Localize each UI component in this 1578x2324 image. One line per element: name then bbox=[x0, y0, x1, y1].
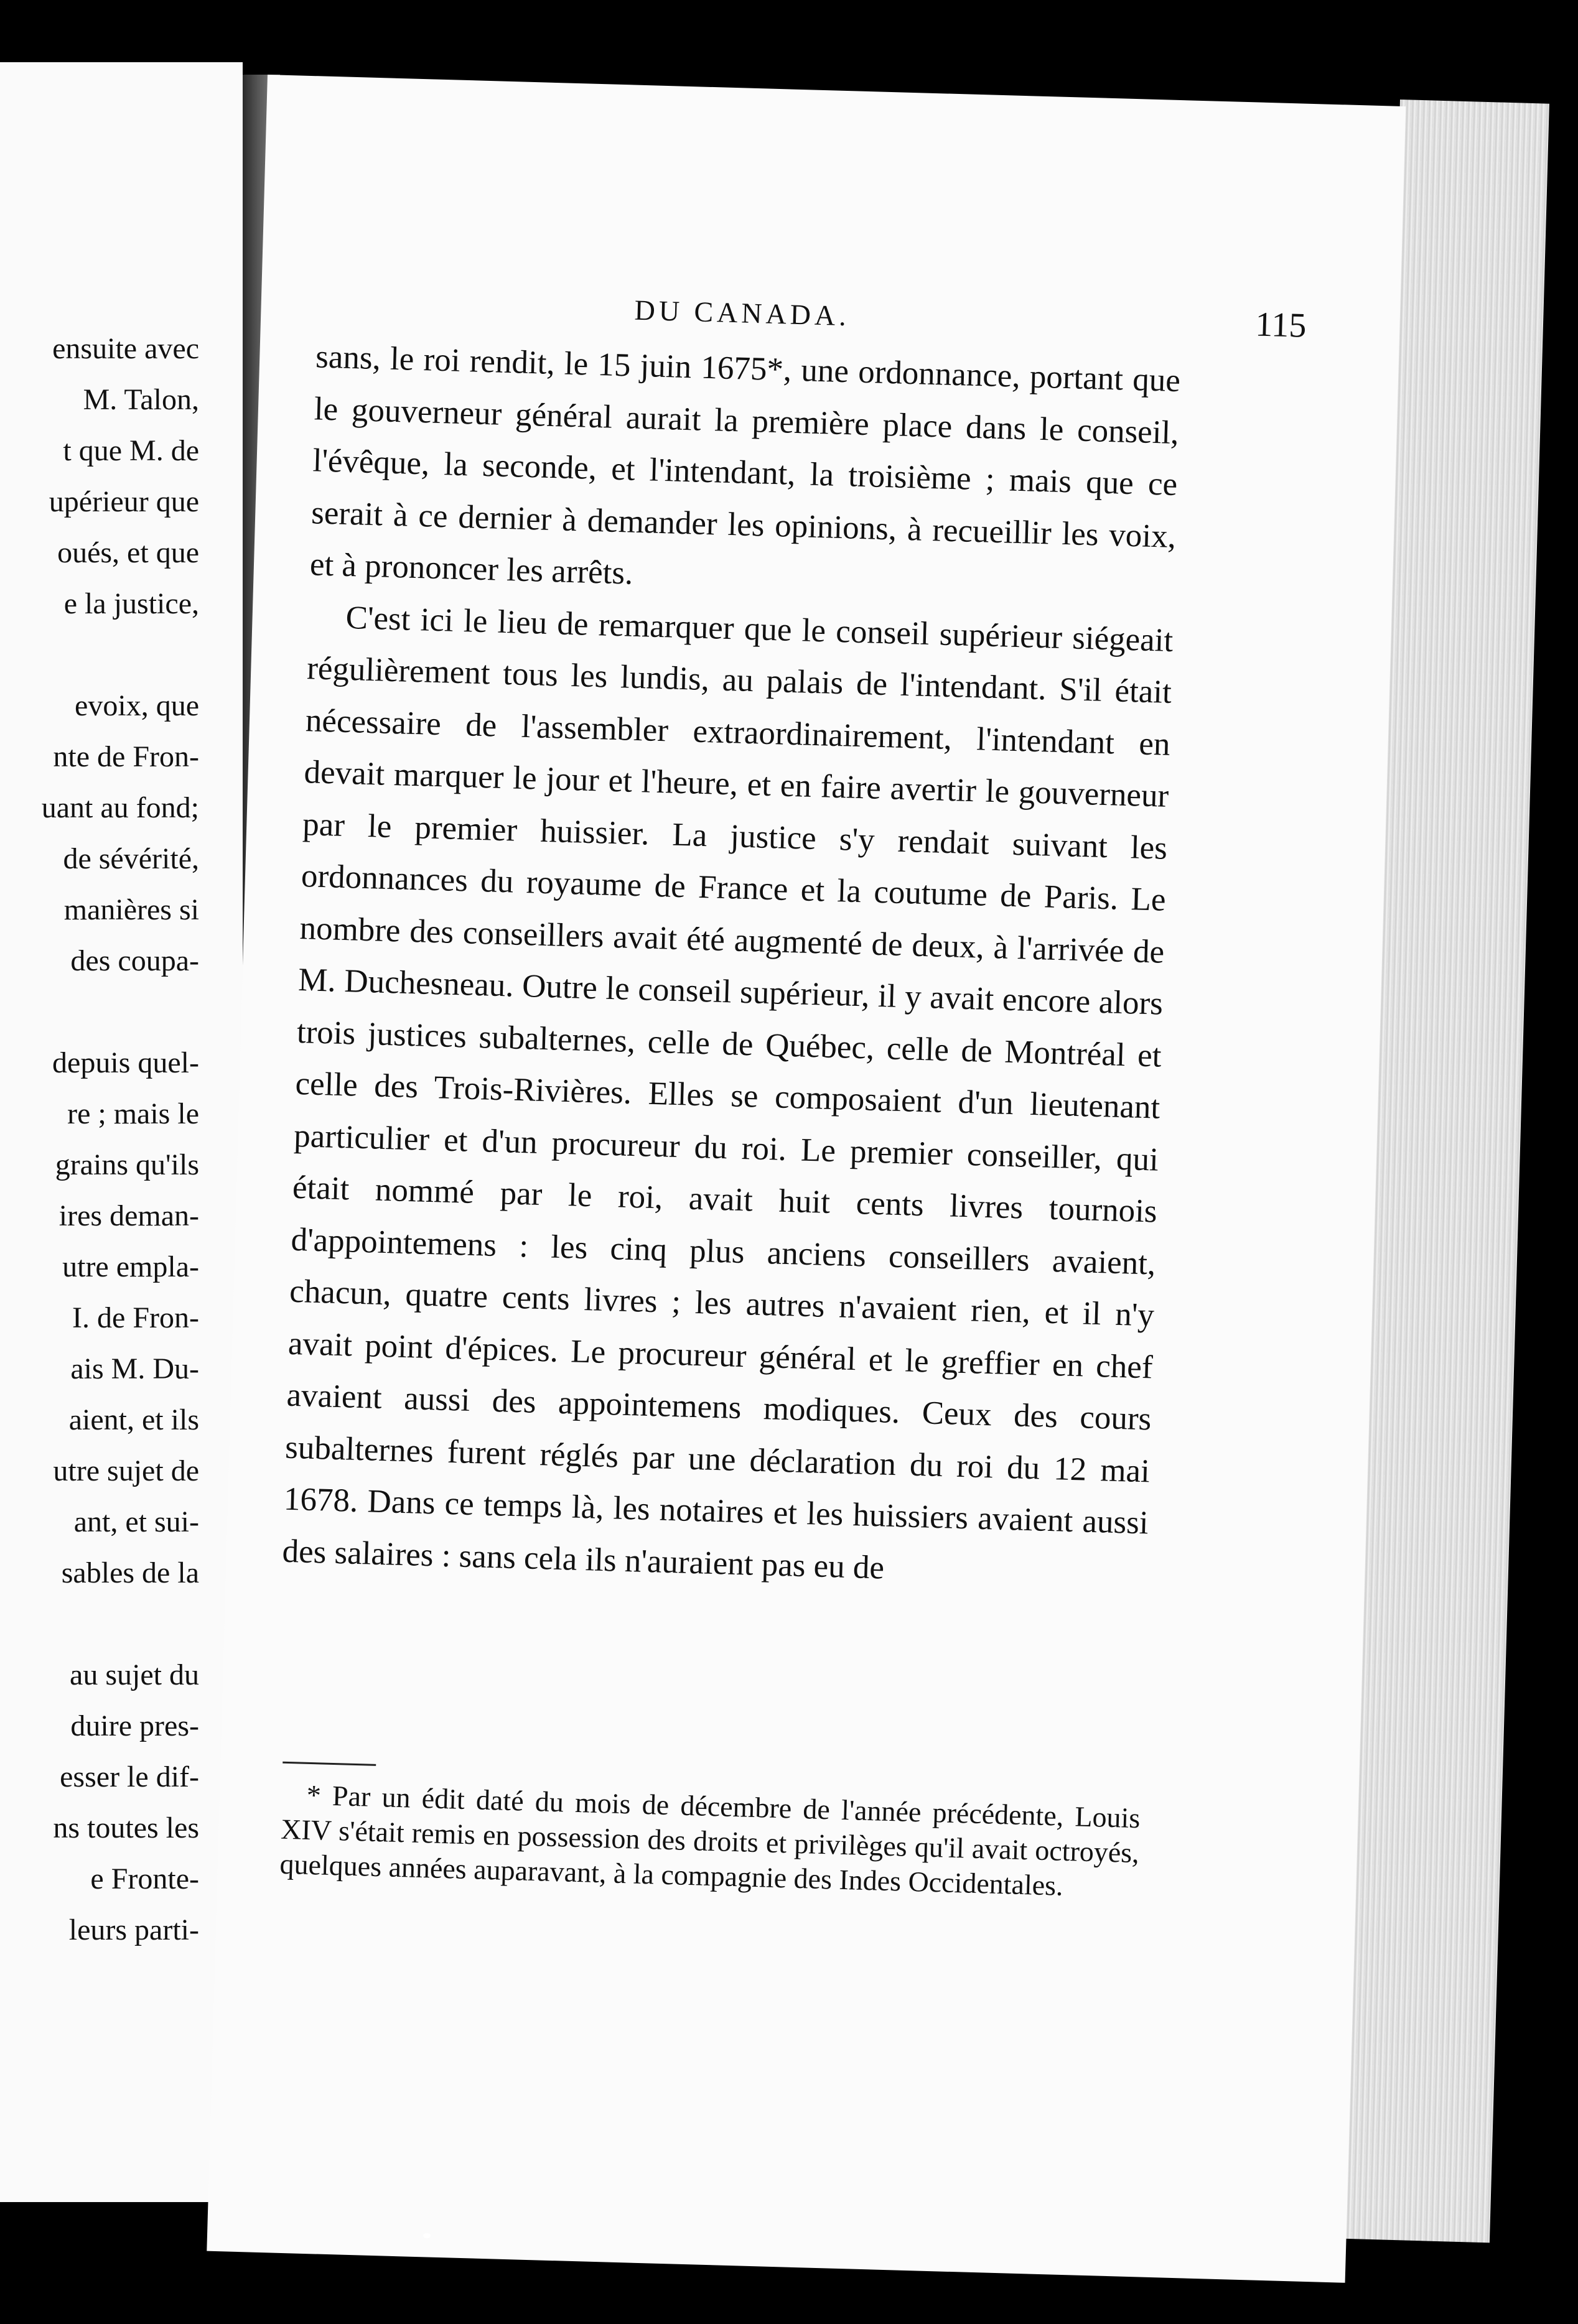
running-head: DU CANADA. bbox=[633, 294, 851, 332]
left-page-line: au sujet du bbox=[70, 1658, 199, 1691]
left-page-line: duire pres- bbox=[70, 1709, 199, 1742]
left-page-line: I. de Fron- bbox=[72, 1301, 199, 1334]
left-page-line: ires deman- bbox=[58, 1199, 199, 1232]
left-page-line: sables de la bbox=[61, 1556, 199, 1589]
left-page-line: uant au fond; bbox=[41, 791, 199, 824]
left-page-line: esser le dif- bbox=[60, 1760, 199, 1793]
paragraph-1: sans, le roi rendit, le 15 juin 1675*, une ordonnance, portant que le gouverneur général aurait la première place dans le conseil, l'évêque, la seconde, et l'intendant, la troisième ; mais que ce serait à ce dernier à demander les opinions, à recueillir les voix, et à prononcer les arrêts. bbox=[309, 338, 1181, 592]
left-page-line: des coupa- bbox=[70, 944, 199, 977]
left-page-line: t que M. de bbox=[63, 434, 199, 467]
left-page-line: e Fronte- bbox=[90, 1862, 199, 1895]
left-page-line: de sévérité, bbox=[63, 842, 199, 875]
left-page-line bbox=[0, 1599, 199, 1650]
left-page-line: ensuite avec bbox=[52, 332, 199, 365]
body-text bbox=[282, 331, 1181, 1601]
left-page-text bbox=[0, 323, 199, 1956]
left-page-line: upérieur que bbox=[49, 485, 199, 518]
left-page-line bbox=[0, 630, 199, 681]
footnote bbox=[279, 1777, 1141, 1905]
left-page-line: ais M. Du- bbox=[70, 1352, 199, 1385]
left-page-line: M. Talon, bbox=[83, 383, 199, 416]
left-page-line: ant, et sui- bbox=[73, 1505, 199, 1538]
left-page-line: grains qu'ils bbox=[55, 1148, 199, 1181]
left-page-line: leurs parti- bbox=[68, 1913, 199, 1946]
left-page-line: evoix, que bbox=[75, 689, 199, 722]
footnote-rule bbox=[282, 1762, 376, 1766]
page-number: 115 bbox=[1254, 305, 1307, 345]
left-page-line: utre empla- bbox=[62, 1250, 199, 1283]
left-page-line: e la justice, bbox=[63, 587, 199, 620]
left-facing-page bbox=[0, 62, 243, 2202]
left-page-line: utre sujet de bbox=[53, 1454, 199, 1487]
dust-speck bbox=[423, 2233, 431, 2238]
left-page-line bbox=[0, 987, 199, 1038]
paragraph-2: C'est ici le lieu de remarquer que le conseil supérieur siégeait régulièrement tous les lundis, au palais de l'intendant. S'il était nécessaire de l'assembler extraordinairement, l'intendant en devait marquer le jour et l'heure, et en faire avertir le gouverneur par le premier huissier. La justice s'y rendait suivant les ordonnances du royaume de France et la coutume de Paris. Le nombre des conseillers avait été augmenté de deux, à l'arrivée de M. Duchesneau. Outre le conseil supérieur, il y avait encore alors trois justices subalternes, celle de Québec, celle de Montréal et celle des Trois-Rivières. Elles se composaient d'un lieutenant particulier et d'un procureur du roi. Le premier conseiller, qui était nommé par le roi, avait huit cents livres tournois d'appointemens : les cinq plus anciens conseillers avaient, chacun, quatre cents livres ; les autres n'avaient rien, et il n'y avait point d'épices. Le procureur général et le greffier en chef avaient aussi des appointemens modiques. Ceux des cours subalternes furent réglés par une déclaration du roi du 12 mai 1678. Dans ce temps là, les notaires et les huissiers avaient aussi des salaires : sans cela ils n'auraient pas eu de bbox=[281, 599, 1174, 1586]
left-page-line: ns toutes les bbox=[53, 1811, 199, 1844]
left-page-line: depuis quel- bbox=[52, 1046, 199, 1079]
left-page-line: nte de Fron- bbox=[53, 740, 199, 773]
left-page-line: manières si bbox=[63, 893, 199, 926]
left-page-line: re ; mais le bbox=[67, 1097, 199, 1130]
right-page bbox=[207, 75, 1406, 2283]
left-page-line: aient, et ils bbox=[68, 1403, 199, 1436]
footnote-text: * Par un édit daté du mois de décembre de l'année précédente, Louis XIV s'était remis en possession des droits et privilèges qu'il avait octroyés, quelques années auparavant, à la compagnie des Indes Occidentales. bbox=[279, 1778, 1141, 1902]
left-page-line: oués, et que bbox=[57, 536, 199, 569]
